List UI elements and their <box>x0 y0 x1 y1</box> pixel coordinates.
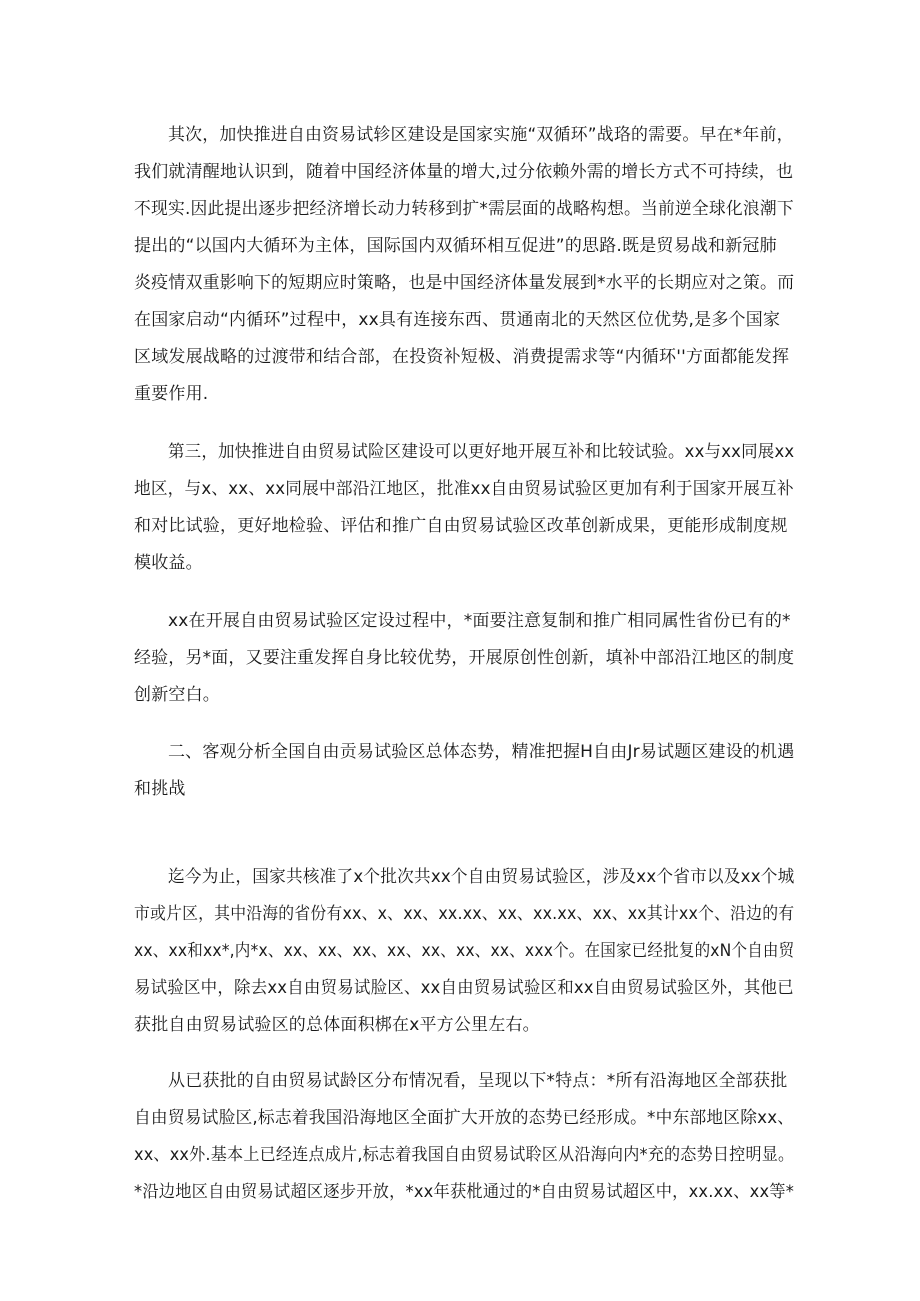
text-line: 区域发展战略的过渡带和结合部，在投资补短极、消费提需求等“内循环''方面都能发挥 <box>134 347 790 367</box>
text-line: *沿边地区自由贸易试超区逐步开放，*xx年获枇通过的*自由贸易试超区中，xx.xx、xx等* <box>134 1182 795 1202</box>
text-line: 创新空白。 <box>134 685 220 705</box>
text-line: xx在开展自由贸易试验区定设过程中，*面要注意复制和推广相同属性省份已有的* <box>168 611 791 631</box>
text-line: 我们就清醒地认识到，随着中国经济体量的增大,过分依赖外需的增长方式不可持续，也 <box>134 162 794 182</box>
text-line: 和对比试验，更好地检验、评估和推广自由贸易试验区改革创新成果，更能形成制度规 <box>134 516 788 536</box>
text-line: 地区，与x、xx、xx同展中部沿江地区，批准xx自由贸易试验区更加有利于国家开展互补 <box>134 479 794 499</box>
text-line: 第三，加快推进自由贸易试险区建设可以更好地开展互补和比较试验。xx与xx同展xx <box>168 442 795 462</box>
text-line: 迄今为止，国家共核准了x个批次共xx个自由贸易试验区，涉及xx个省市以及xx个城 <box>168 867 795 887</box>
text-line: 易试验区中，除去xx自由贸易试脸区、xx自由贸易试验区和xx自由贸易试验区外，其他已 <box>134 978 794 998</box>
text-line: 和挑战 <box>134 779 186 799</box>
text-line: 获批自由贸易试验区的总体面积梆在x平方公里左右。 <box>134 1015 540 1035</box>
text-line: 提出的“以国内大循环为主体，国际国内双循环相互促进”的思路.既是贸易战和新冠肺 <box>134 236 777 256</box>
text-line: 自由贸易试脸区,标志着我国沿海地区全面扩大开放的态势已经形成。*中东部地区除xx、 <box>134 1108 795 1128</box>
text-line: 经验，另*面，又要注重发挥自身比较优势，开展原创性创新，填补中部沿江地区的制度 <box>134 648 795 668</box>
text-line: 炎疫情双重影响下的短期应时策略，也是中国经济体量发展到*水平的长期应对之策。而 <box>134 273 795 293</box>
text-line: 二、客观分析全国自由贡易试验区总体态势，精准把握H自由Jr易试题区建设的机遇 <box>168 742 795 762</box>
text-line: 从已获批的自由贸易试龄区分布情况看，呈现以下*特点：*所有沿海地区全部获批 <box>168 1071 788 1091</box>
text-line: 重要作用. <box>134 384 209 404</box>
text-line: 不现实.因此提出逐步把经济增长动力转移到扩*需层面的战略构想。当前逆全球化浪潮下 <box>134 199 794 219</box>
text-line: xx、xx外.基本上已经连点成片,标志着我国自由贸易试聆区从沿海向内*充的态势日控明显。 <box>134 1145 795 1165</box>
text-line: 模收益。 <box>134 553 203 573</box>
text-line: 在国家启动“内循环”过程中，xx具有连接东西、贯通南北的天然区位优势,是多个国家 <box>134 310 781 330</box>
text-line: 市或片区，其中沿海的省份有xx、x、xx、xx.xx、xx、xx.xx、xx、xx其计xx个、沿边的有 <box>134 904 795 924</box>
text-line: 其次，加快推进自由资易试轸区建设是国家实施“双循环”战珞的需要。早在*年前， <box>168 125 794 145</box>
text-line: xx、xx和xx*,内*x、xx、xx、xx、xx、xx、xx、xx、xxx个。在国家已经批复的xN个自由贸 <box>134 941 795 961</box>
